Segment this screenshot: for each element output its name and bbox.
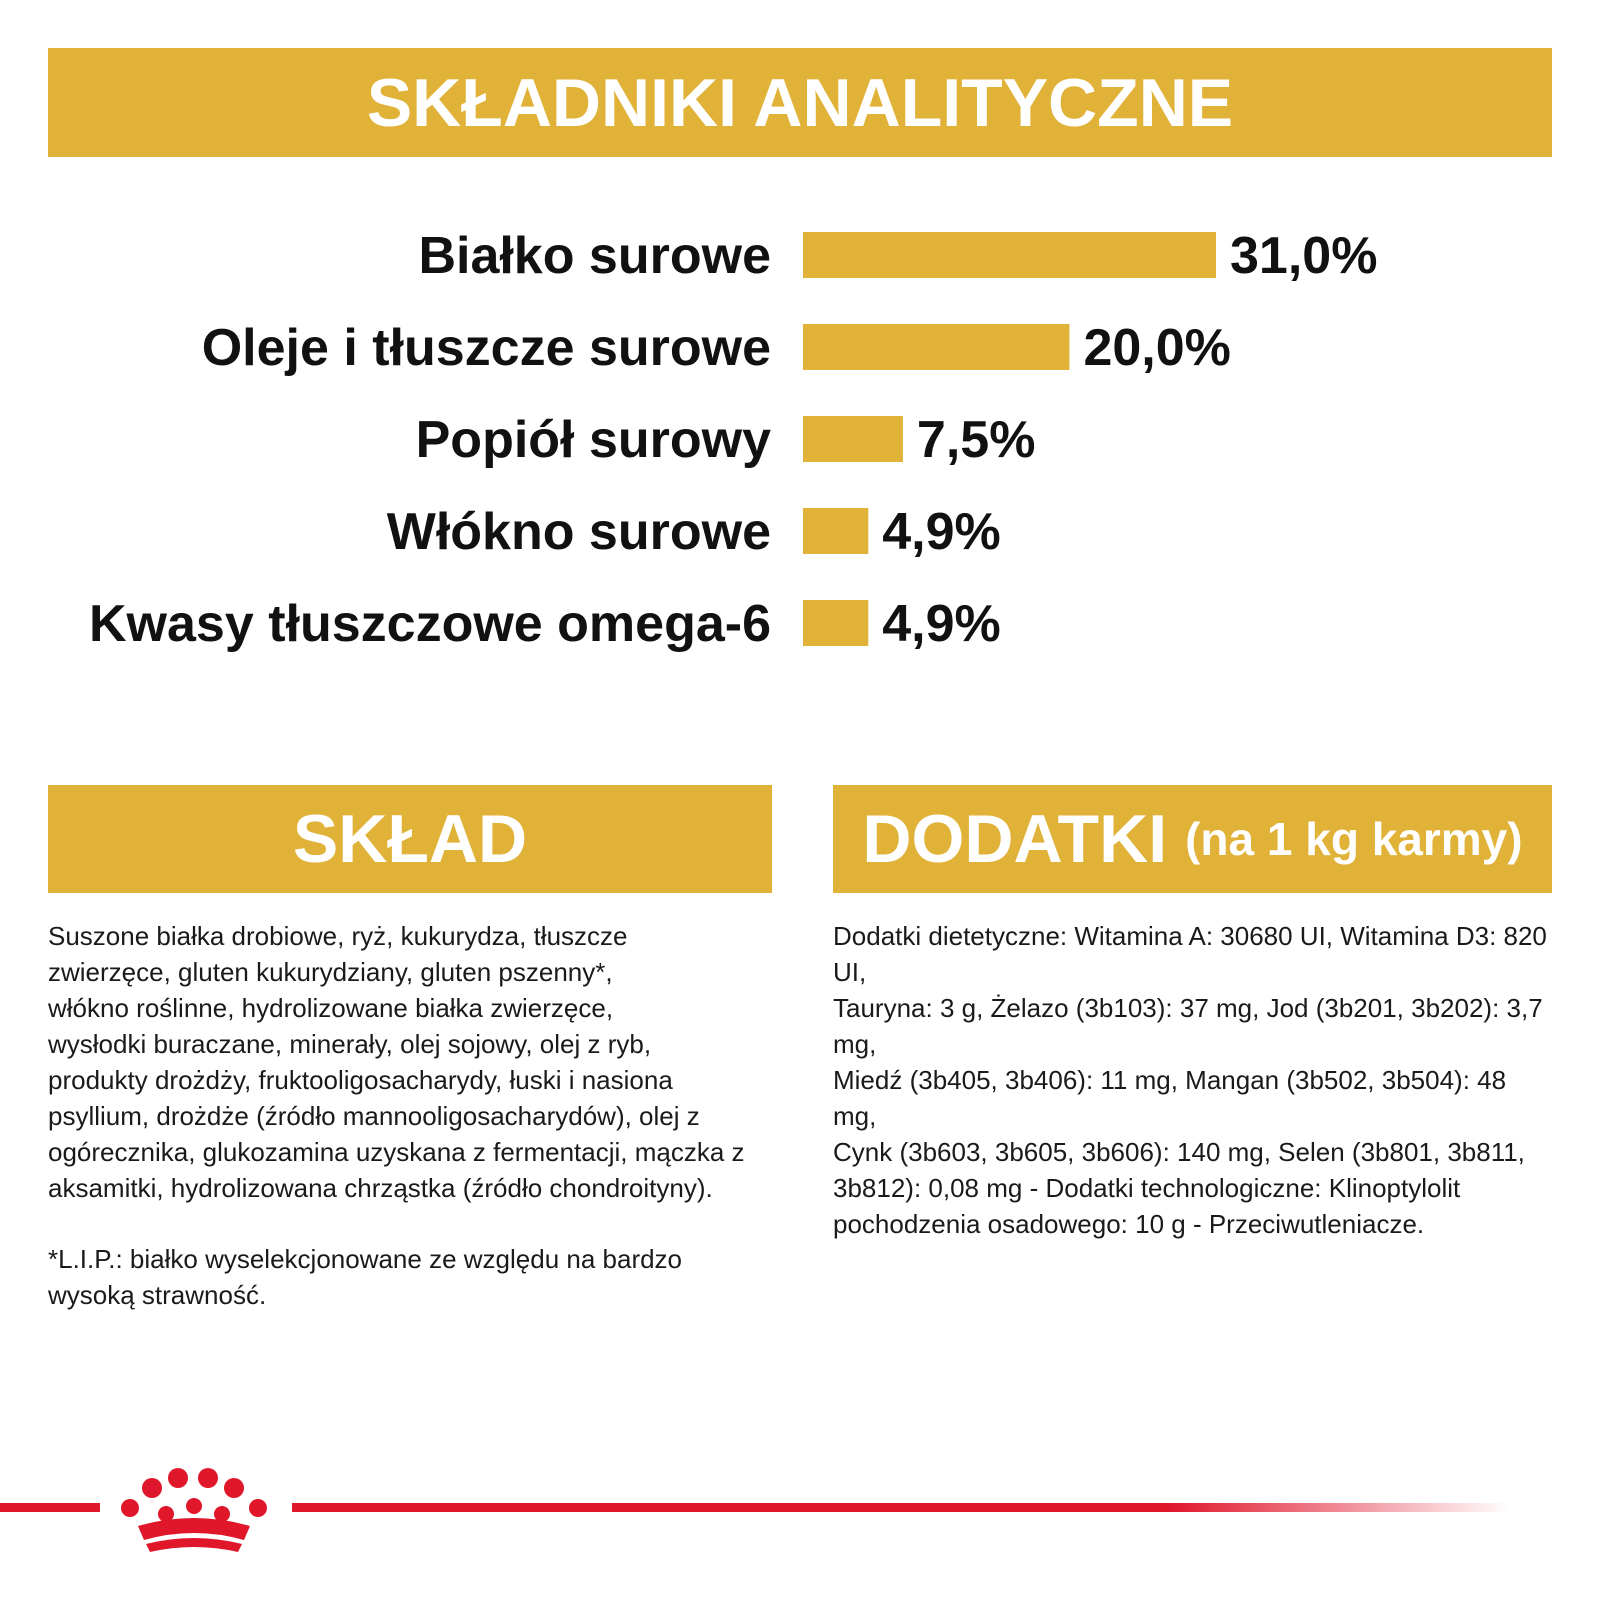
crown-icon bbox=[108, 1466, 284, 1562]
bar-category-label: Oleje i tłuszcze surowe bbox=[201, 319, 771, 377]
dodatki-title: DODATKI bbox=[862, 801, 1168, 877]
dodatki-title-suffix: (na 1 kg karmy) bbox=[1185, 813, 1523, 865]
bar bbox=[803, 232, 1216, 278]
dodatki-line: Cynk (3b603, 3b605, 3b606): 140 mg, Selen (3b801, 3b811, bbox=[833, 1137, 1525, 1167]
bar-category-label: Popiół surowy bbox=[415, 411, 771, 469]
analytical-bar-chart bbox=[0, 200, 1600, 680]
dodatki-line: pochodzenia osadowego: 10 g - Przeciwutleniacze. bbox=[833, 1209, 1425, 1239]
bar-value-label: 4,9% bbox=[882, 595, 1001, 653]
sklad-title: SKŁAD bbox=[292, 801, 528, 877]
footnote-line: wysoką strawność. bbox=[48, 1280, 267, 1310]
bar-category-label: Włókno surowe bbox=[386, 503, 771, 561]
sklad-line: włókno roślinne, hydrolizowane białka zwierzęce, bbox=[48, 993, 614, 1023]
dodatki-line: Dodatki dietetyczne: Witamina A: 30680 UI, Witamina D3: 820 UI, bbox=[833, 921, 1547, 987]
lip-footnote bbox=[48, 1241, 778, 1313]
analytical-header-title: SKŁADNIKI ANALITYCZNE bbox=[366, 64, 1234, 141]
bar-value-label: 31,0% bbox=[1230, 227, 1378, 285]
bar-value-label: 7,5% bbox=[916, 411, 1036, 469]
bar bbox=[803, 508, 868, 554]
dodatki-additives-text bbox=[833, 918, 1552, 1242]
sklad-line: wysłodki buraczane, minerały, olej sojowy, olej z ryb, bbox=[48, 1029, 652, 1059]
analytical-header-banner bbox=[48, 48, 1552, 157]
sklad-ingredients-text bbox=[48, 918, 778, 1206]
bar bbox=[803, 416, 903, 462]
bar-value-label: 20,0% bbox=[1083, 319, 1231, 377]
footnote-line: *L.I.P.: białko wyselekcjonowane ze względu na bardzo bbox=[48, 1244, 683, 1274]
brand-stripe-left bbox=[0, 1503, 100, 1512]
dodatki-header-banner bbox=[833, 785, 1552, 893]
sklad-header-banner bbox=[48, 785, 772, 893]
bar bbox=[803, 324, 1069, 370]
dodatki-line: 3b812): 0,08 mg - Dodatki technologiczne: Klinoptylolit bbox=[833, 1173, 1461, 1203]
sklad-line: aksamitki, hydrolizowana chrząstka (źródło chondroityny). bbox=[48, 1173, 713, 1203]
bar-category-label: Kwasy tłuszczowe omega-6 bbox=[89, 595, 771, 653]
brand-stripe-right bbox=[292, 1503, 1510, 1512]
bar bbox=[803, 600, 868, 646]
sklad-line: zwierzęce, gluten kukurydziany, gluten pszenny*, bbox=[48, 957, 613, 987]
sklad-line: psyllium, drożdże (źródło mannooligosacharydów), olej z bbox=[48, 1101, 700, 1131]
dodatki-line: Miedź (3b405, 3b406): 11 mg, Mangan (3b502, 3b504): 48 mg, bbox=[833, 1065, 1507, 1131]
sklad-line: ogórecznika, glukozamina uzyskana z fermentacji, mączka z bbox=[48, 1137, 745, 1167]
bar-category-label: Białko surowe bbox=[418, 227, 771, 285]
sklad-line: produkty drożdży, fruktooligosacharydy, łuski i nasiona bbox=[48, 1065, 673, 1095]
sklad-line: Suszone białka drobiowe, ryż, kukurydza, tłuszcze bbox=[48, 921, 628, 951]
dodatki-line: Tauryna: 3 g, Żelazo (3b103): 37 mg, Jod (3b201, 3b202): 3,7 mg, bbox=[833, 993, 1543, 1059]
bar-value-label: 4,9% bbox=[882, 503, 1001, 561]
